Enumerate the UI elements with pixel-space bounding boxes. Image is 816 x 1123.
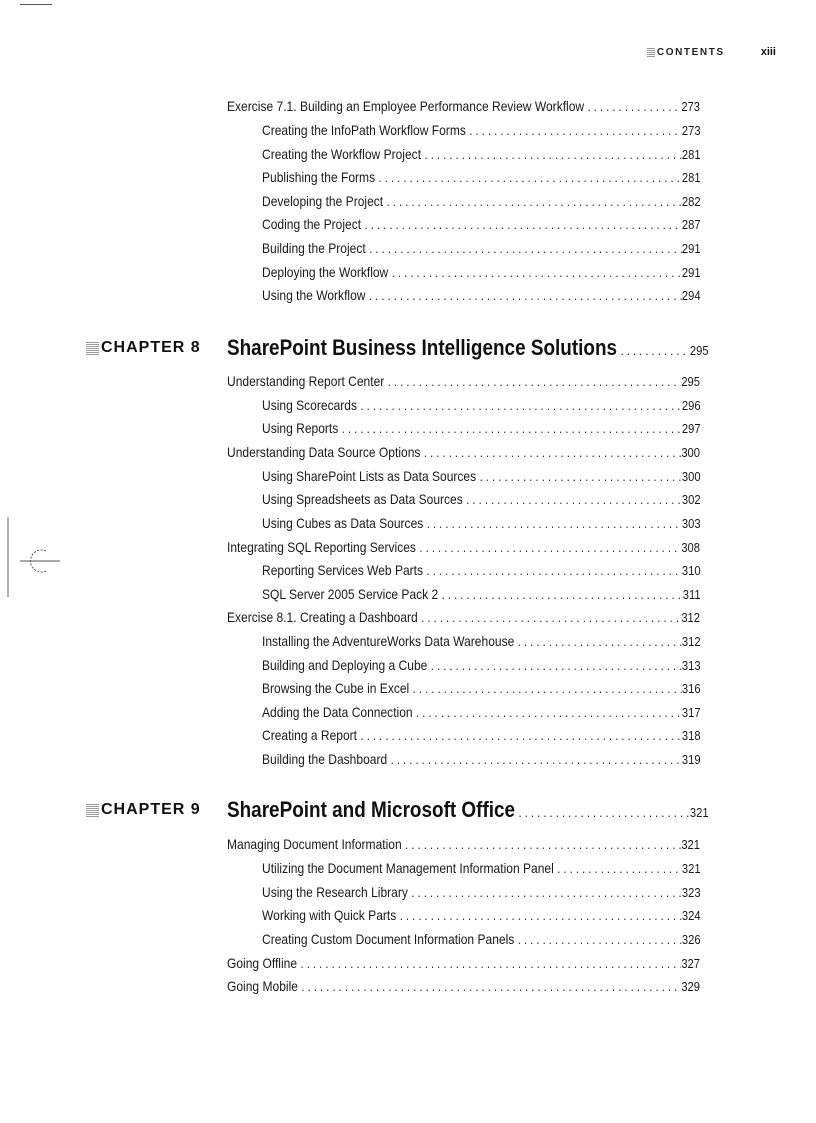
toc-entry: Using the Research Library . . . 323 <box>262 884 701 900</box>
toc-entry: Using Scorecards . . . 296 <box>262 397 701 413</box>
toc-entry: Using Cubes as Data Sources . . . 303 <box>262 515 701 531</box>
toc-entry: Creating a Report . . . 318 <box>262 727 701 743</box>
toc-entry: Creating the InfoPath Workflow Forms . . . 273 <box>262 122 701 138</box>
chapter-title: SharePoint and Microsoft Office . . . 321 <box>227 797 709 823</box>
toc-entry: Going Mobile . . . 329 <box>227 978 700 994</box>
toc-entry: Creating the Workflow Project . . . 281 <box>262 146 701 162</box>
toc-entry: Exercise 8.1. Creating a Dashboard . . . 312 <box>227 609 700 625</box>
toc-entry: Using Spreadsheets as Data Sources . . . 302 <box>262 491 701 507</box>
chapter-label: CHAPTER 9 <box>86 801 201 819</box>
chapter-bar-icon <box>86 804 99 817</box>
toc-entry: Exercise 7.1. Building an Employee Performance Review Workflow . . . 273 <box>227 98 700 114</box>
toc-entry: Creating Custom Document Information Panels . . . 326 <box>262 931 701 947</box>
toc-entry: Developing the Project . . . 282 <box>262 193 701 209</box>
top-rule <box>20 4 52 5</box>
toc-entry: Building and Deploying a Cube . . . 313 <box>262 657 701 673</box>
toc-entry: Going Offline . . . 327 <box>227 955 700 971</box>
registration-mark-icon <box>0 517 64 597</box>
toc-entry: Installing the AdventureWorks Data Warehouse . . . 312 <box>262 633 701 649</box>
toc-entry: SQL Server 2005 Service Pack 2 . . . 311 <box>262 586 701 602</box>
chapter-bar-icon <box>86 342 99 355</box>
toc-entry: Building the Project . . . 291 <box>262 240 701 256</box>
toc-entry: Understanding Data Source Options . . . 300 <box>227 444 700 460</box>
toc-entry: Adding the Data Connection . . . 317 <box>262 704 701 720</box>
header-bar-icon <box>647 48 655 57</box>
chapter-label: CHAPTER 8 <box>86 339 201 357</box>
toc-entry: Integrating SQL Reporting Services . . . 308 <box>227 539 700 555</box>
toc-entry: Reporting Services Web Parts . . . 310 <box>262 562 701 578</box>
toc-entry: Building the Dashboard . . . 319 <box>262 751 701 767</box>
toc-entry: Utilizing the Document Management Information Panel . . . 321 <box>262 860 701 876</box>
toc-entry: Managing Document Information . . . 321 <box>227 836 700 852</box>
toc-entry: Using the Workflow . . . 294 <box>262 287 701 303</box>
chapter-title: SharePoint Business Intelligence Solutions . . . 295 <box>227 335 709 361</box>
toc-entry: Using SharePoint Lists as Data Sources . . . 300 <box>262 468 701 484</box>
running-header <box>647 44 776 60</box>
header-page-number: xiii <box>760 46 776 58</box>
toc-entry: Coding the Project . . . 287 <box>262 216 701 232</box>
toc-entry: Understanding Report Center . . . 295 <box>227 373 700 389</box>
toc-entry: Browsing the Cube in Excel . . . 316 <box>262 680 701 696</box>
header-section: CONTENTS <box>656 46 725 58</box>
toc-entry: Deploying the Workflow . . . 291 <box>262 264 701 280</box>
toc-entry: Publishing the Forms . . . 281 <box>262 169 701 185</box>
toc-entry: Using Reports . . . 297 <box>262 420 701 436</box>
toc-entry: Working with Quick Parts . . . 324 <box>262 907 701 923</box>
